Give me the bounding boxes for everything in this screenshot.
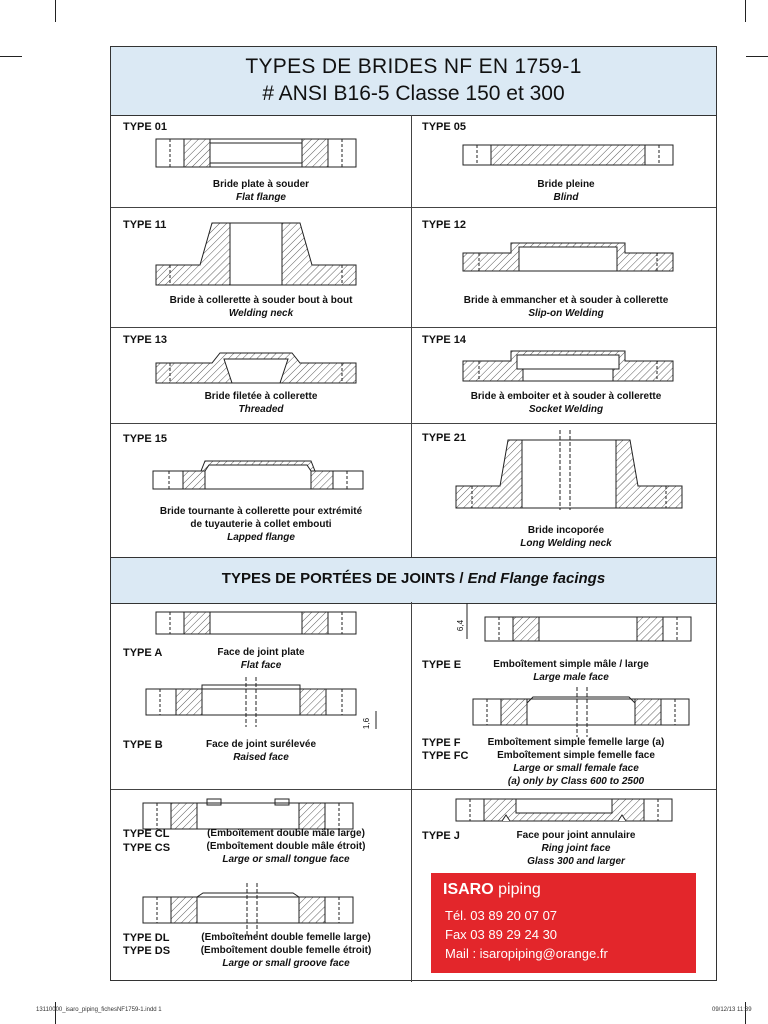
email-address[interactable]: Mail : isaropiping@orange.fr <box>445 946 608 961</box>
blind-flange-drawing <box>463 145 673 167</box>
threaded-drawing <box>156 353 356 385</box>
crop-mark <box>55 1002 56 1024</box>
caption-en: Large male face <box>533 672 609 683</box>
datasheet <box>110 46 717 981</box>
type-label: TYPE 21 <box>422 432 467 444</box>
print-file-name: 13110000_isaro_piping_fichesNF1759-1.indd 1 <box>36 1007 162 1013</box>
slip-on-drawing <box>463 243 673 273</box>
caption-fr: Emboîtement simple mâle / large <box>493 659 649 670</box>
caption-en: Flat face <box>240 660 282 671</box>
type-label: TYPE 13 <box>123 334 168 346</box>
caption-fr: Emboîtement simple femelle face <box>497 750 655 761</box>
type-label: TYPE E <box>422 659 462 671</box>
facings-title-en: End Flange facings <box>467 570 606 587</box>
flange-caption <box>421 390 711 416</box>
female-face-drawing <box>473 687 699 737</box>
caption-en: Threaded <box>238 404 284 415</box>
large-male-face-drawing <box>461 615 691 645</box>
caption-en: Flat flange <box>235 192 286 203</box>
crop-mark <box>745 1002 746 1024</box>
caption-en: (a) only by Class 600 to 2500 <box>507 776 645 787</box>
facings-title-fr: TYPES DE PORTÉES DE JOINTS / <box>221 570 468 587</box>
caption-fr: Emboîtement simple femelle large (a) <box>487 737 665 748</box>
facing-caption <box>171 646 351 672</box>
type-label: TYPE CL <box>123 828 170 840</box>
caption-en: Socket Welding <box>528 404 604 415</box>
type-label: TYPE A <box>123 647 163 659</box>
type-label: TYPE 15 <box>123 433 168 445</box>
facings-header <box>111 557 716 604</box>
flange-caption <box>441 524 691 550</box>
caption-en: Ring joint face <box>541 843 611 854</box>
caption-fr: (Emboîtement double mâle étroit) <box>206 841 366 852</box>
groove-face-drawing <box>143 883 363 935</box>
caption-en: Lapped flange <box>227 532 295 543</box>
caption-fr: Bride incoporée <box>527 525 605 536</box>
flat-face-drawing <box>156 612 356 636</box>
type-label: TYPE DL <box>123 932 170 944</box>
type-label: TYPE F <box>422 737 461 749</box>
facings-title <box>111 570 716 587</box>
type-label: TYPE FC <box>422 750 469 762</box>
raised-face-drawing <box>146 677 386 730</box>
facing-caption <box>481 829 671 868</box>
brand-rest: piping <box>493 881 541 898</box>
caption-fr: (Emboîtement double femelle étroit) <box>200 945 372 956</box>
type-label: TYPE B <box>123 739 163 751</box>
column-divider <box>411 115 412 557</box>
caption-en: Long Welding neck <box>520 538 612 549</box>
caption-en: Slip-on Welding <box>528 308 604 319</box>
flange-caption <box>141 178 381 204</box>
brand-bold: ISARO <box>443 881 494 898</box>
caption-en: Blind <box>553 192 579 203</box>
caption-fr: Bride filetée à collerette <box>204 391 318 402</box>
ring-joint-face-drawing <box>456 799 682 825</box>
caption-fr: (Emboîtement double femelle large) <box>201 932 371 943</box>
facing-caption <box>471 736 681 788</box>
type-label: TYPE 05 <box>422 121 467 133</box>
caption-en: Large or small female face <box>513 763 639 774</box>
crop-mark <box>55 0 56 22</box>
caption-en: Large or small groove face <box>222 958 350 969</box>
caption-en: Raised face <box>233 752 289 763</box>
type-label: TYPE 11 <box>123 219 167 231</box>
row-divider <box>111 207 716 208</box>
crop-mark <box>746 56 768 57</box>
title-line-1: TYPES DE BRIDES NF EN 1759-1 <box>245 55 582 78</box>
tongue-face-drawing <box>143 797 363 831</box>
welding-neck-drawing <box>156 223 356 287</box>
contact-box <box>431 873 696 973</box>
flange-caption <box>131 294 391 320</box>
type-label: TYPE CS <box>123 842 171 854</box>
flange-caption <box>141 390 381 416</box>
print-date: 09/12/13 11:39 <box>712 1007 752 1013</box>
dimension-label: 1,6 <box>362 717 372 730</box>
caption-fr: Face de joint plate <box>217 647 305 658</box>
fax-number: Fax 03 89 29 24 30 <box>445 927 558 942</box>
flat-flange-drawing <box>156 139 356 169</box>
long-welding-neck-drawing <box>456 430 682 510</box>
caption-fr: Bride tournante à collerette pour extrémité <box>159 506 363 517</box>
phone-number: Tél. 03 89 20 07 07 <box>445 908 558 923</box>
flange-caption <box>441 178 691 204</box>
flange-caption <box>421 294 711 320</box>
crop-mark <box>0 56 22 57</box>
caption-en: Large or small tongue face <box>222 854 350 865</box>
facing-caption <box>181 931 391 970</box>
caption-fr: Bride à emmancher et à souder à collerette <box>463 295 669 306</box>
lapped-flange-drawing <box>153 457 363 491</box>
caption-fr: Bride plate à souder <box>212 179 310 190</box>
facing-caption <box>181 827 391 866</box>
caption-en: Welding neck <box>228 308 294 319</box>
sheet-title <box>111 47 716 116</box>
type-label: TYPE 12 <box>422 219 467 231</box>
facing-caption <box>171 738 351 764</box>
row-divider <box>111 327 716 328</box>
crop-mark <box>745 0 746 22</box>
caption-fr: Bride à emboiter et à souder à collerette <box>470 391 662 402</box>
row-divider <box>111 423 716 424</box>
caption-fr: (Emboîtement double mâle large) <box>207 828 365 839</box>
type-label: TYPE 01 <box>123 121 168 133</box>
facing-caption <box>471 658 671 684</box>
socket-welding-drawing <box>463 351 673 383</box>
caption-en: Glass 300 and larger <box>527 856 625 867</box>
caption-fr: Face pour joint annulaire <box>516 830 636 841</box>
row-divider <box>111 789 716 790</box>
title-line-2: # ANSI B16-5 Classe 150 et 300 <box>262 82 565 105</box>
dimension-label: 6,4 <box>456 619 466 632</box>
type-label: TYPE DS <box>123 945 171 957</box>
caption-fr: Bride à collerette à souder bout à bout <box>169 295 353 306</box>
caption-fr: Face de joint surélevée <box>205 739 317 750</box>
flange-caption <box>131 505 391 544</box>
caption-fr: Bride pleine <box>537 179 595 190</box>
caption-fr: de tuyauterie à collet embouti <box>190 519 332 530</box>
type-label: TYPE 14 <box>422 334 467 346</box>
column-divider <box>411 602 412 982</box>
type-label: TYPE J <box>422 830 460 842</box>
company-name <box>443 881 541 899</box>
